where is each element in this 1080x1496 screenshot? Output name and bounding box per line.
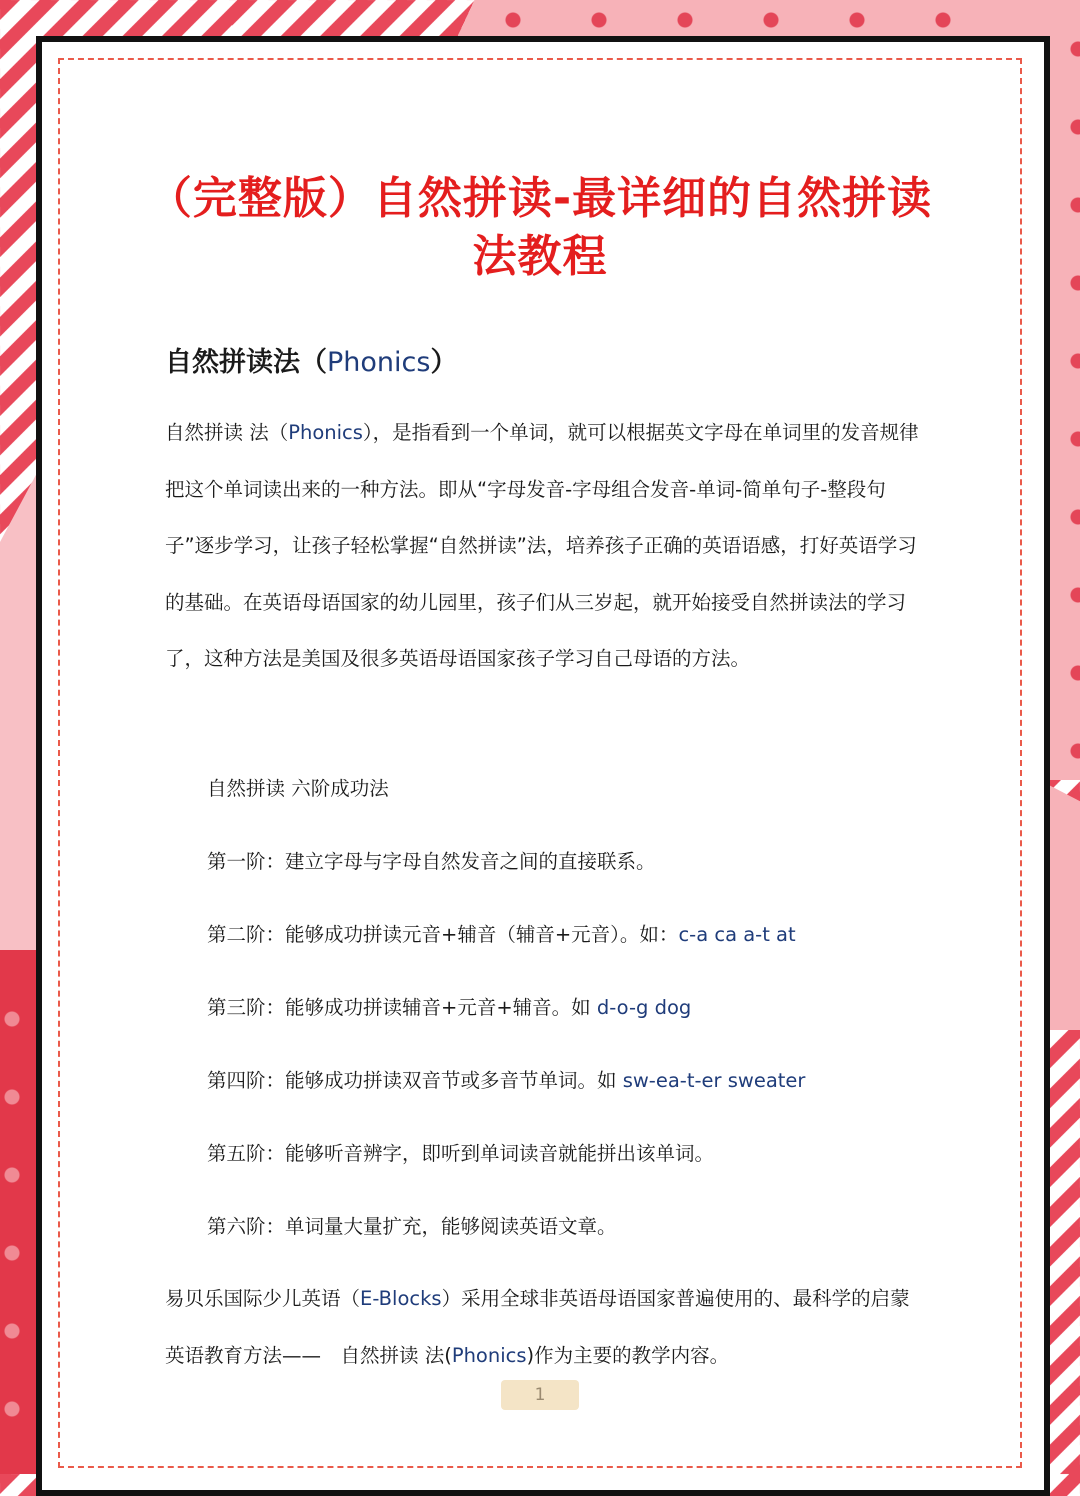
- closing-phonics: Phonics: [451, 1343, 527, 1367]
- heading-close: ）: [430, 347, 458, 378]
- step-text: 第一阶：建立字母与字母自然发音之间的直接联系。: [207, 850, 656, 873]
- closing-text-c: )作为主要的教学内容。: [526, 1343, 730, 1367]
- intro-paragraph: [165, 405, 925, 688]
- page-number: 1: [501, 1380, 579, 1410]
- step-1: [207, 847, 656, 877]
- steps-title: 自然拼读 六阶成功法: [207, 777, 389, 800]
- closing-paragraph: [165, 1271, 925, 1384]
- step-text: 第五阶：能够听音辨字，即听到单词读音就能拼出该单词。: [207, 1142, 715, 1165]
- step-text: 第四阶：能够成功拼读双音节或多音节单词。如: [207, 1069, 623, 1092]
- document-title: [130, 170, 950, 286]
- step-5: [207, 1139, 714, 1169]
- closing-text-a: 易贝乐国际少儿英语（: [165, 1287, 361, 1310]
- heading-phonics: Phonics: [327, 347, 431, 378]
- step-example: d-o-g dog: [596, 996, 692, 1019]
- heading-zh: 自然拼读法（: [165, 347, 327, 378]
- step-text: 第二阶：能够成功拼读元音+辅音（辅音+元音）。如：: [207, 923, 679, 946]
- step-text: 第六阶：单词量大量扩充，能够阅读英语文章。: [207, 1215, 617, 1238]
- step-4: [207, 1066, 805, 1096]
- title-line-2: 法教程: [472, 231, 608, 282]
- intro-phonics: Phonics: [288, 421, 363, 444]
- intro-text-b: ），是指看到一个单词，就可以根据英文字母在单词里的发音规律把这个单词读出来的一种方法。即从“字母发音-字母组合发音-单词-简单句子-整段句子”逐步学习，让孩子轻松掌握“自然拼读”法，培养孩子正确的英语语感，打好英语学习的基础。在英语母语国家的幼儿园里，孩子们从三岁起，就开始接受自然拼读法的学习了，这种方法是美国及很多英语母语国家孩子学习自己母语的方法。: [165, 421, 919, 671]
- step-3: [207, 993, 691, 1023]
- intro-text-a: 自然拼读 法（: [165, 421, 289, 444]
- title-line-1: （完整版）自然拼读-最详细的自然拼读: [147, 173, 933, 224]
- step-6: [207, 1212, 617, 1242]
- step-example: sw-ea-t-er sweater: [622, 1069, 806, 1092]
- closing-text-b: ）采用全球非英语母语国家普遍使用的、最科学的启蒙英语教育方法—— 自然拼读 法(: [165, 1287, 910, 1367]
- section-heading: [165, 340, 457, 379]
- closing-brand: E-Blocks: [360, 1287, 442, 1310]
- step-example: c-a ca a-t at: [678, 923, 796, 946]
- step-text: 第三阶：能够成功拼读辅音+元音+辅音。如: [207, 996, 597, 1019]
- step-2: [207, 920, 796, 950]
